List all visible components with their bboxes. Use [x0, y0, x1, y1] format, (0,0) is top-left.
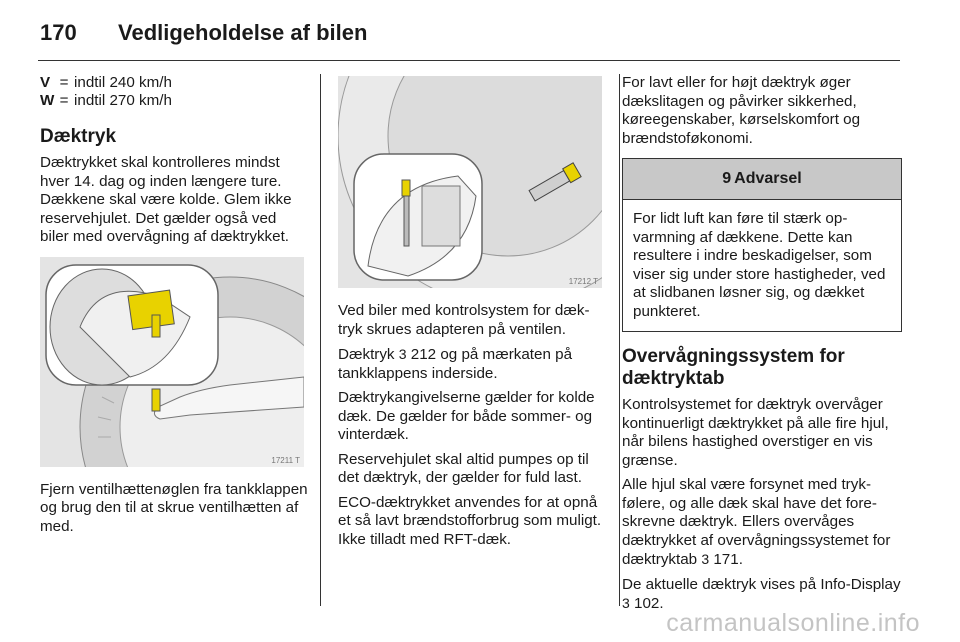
paragraph: Dæktrykangivelserne gælder for kolde dæk. De gælder for både sommer- og vinterdæk. — [338, 389, 595, 443]
warning-icon: 9 — [722, 170, 732, 187]
section-heading-monitoring: Overvågningssystem for dæktryktab — [622, 346, 845, 389]
paragraph: For lavt eller for højt dæktryk øger dækslitagen og påvirker sikkerhed, køreegenskaber, kørselskomfort og brændstoføkonomi. — [622, 74, 861, 147]
column-3 — [622, 74, 902, 620]
text-run: 171. — [709, 551, 743, 568]
paragraph: Ved biler med kontrolsystem for dæktryk skrues adapteren på ventilen. — [338, 302, 590, 338]
speed-value: indtil 240 km/h — [74, 74, 172, 91]
illustration-valve-cap-key — [40, 257, 304, 467]
page-reference-icon[interactable]: 3 — [398, 346, 407, 362]
text-run: Dæktryk — [338, 346, 399, 363]
warning-box — [622, 158, 902, 332]
speed-value: indtil 270 km/h — [74, 92, 172, 109]
paragraph — [338, 345, 602, 383]
warning-header — [623, 159, 901, 200]
page-title: Vedligeholdelse af bilen — [118, 20, 368, 45]
paragraph: Dæktrykket skal kontrolleres mindst hver 14. dag og inden længere ture. Dækkene skal være kolde. Glem ikke reservehjulet. Det gælder også ved biler med overvågning af dæktrykket. — [40, 154, 292, 245]
illustration-adapter-on-valve — [338, 76, 602, 288]
text-run: 102. — [629, 595, 664, 612]
column-divider — [320, 74, 321, 606]
paragraph — [622, 476, 902, 570]
paragraph: Fjern ventilhættenøglen fra tankklappen og brug den til at skrue ventilhætten af med. — [40, 480, 308, 535]
speed-eq: = — [59, 74, 69, 91]
section-heading-tire-pressure: Dæktryk — [40, 126, 117, 147]
warning-body — [623, 200, 901, 331]
figure-label: 17211 T — [271, 455, 300, 465]
column-2 — [338, 74, 602, 555]
warning-text: For lidt luft kan føre til stærk opvarmning af dækkene. Dette kan resultere i indre beskadigelser, som viser sig under store hastigheder, ved at slidbanen løsner sig, og dækket punkteret. — [633, 210, 886, 320]
text-run: 212 og på mærkaten på tankklappens inderside. — [338, 346, 573, 382]
speed-key: V — [40, 74, 51, 91]
paragraph: Reservehjulet skal altid pumpes op til det dæktryk, der gælder for fuld last. — [338, 450, 589, 486]
speed-row — [40, 74, 308, 92]
page-header — [38, 14, 900, 61]
speed-key: W — [40, 92, 55, 109]
paragraph: ECO-dæktrykket anvendes for at opnå et så lavt brændstofforbrug som muligt. Ikke tilladt med RFT-dæk. — [338, 493, 602, 548]
text-run: De aktuelle dæktryk vises på Info-Display — [622, 575, 901, 593]
page-reference-icon[interactable]: 3 — [701, 551, 710, 567]
page-reference-icon[interactable]: 3 — [622, 595, 630, 611]
speed-row — [40, 92, 308, 110]
watermark: carmanualsonline.info — [666, 609, 920, 637]
column-divider — [619, 74, 620, 606]
text-run: Alle hjul skal være forsynet med trykfølere, og alle dæk skal have det foreskrevne dæktryk. Ellers overvåges dæktrykket af overvågningssystemet for dæktryktab — [622, 476, 891, 568]
figure-label: 17212 T — [568, 277, 598, 286]
warning-title: Advarsel — [734, 170, 802, 187]
speed-eq: = — [59, 92, 69, 109]
page-number: 170 — [40, 20, 77, 45]
paragraph — [622, 576, 902, 614]
paragraph: Kontrolsystemet for dæktryk overvåger kontinuerligt dæktrykket på alle fire hjul, når bilens hastighed overstiger en vis grænse. — [622, 396, 889, 469]
column-1 — [40, 74, 308, 542]
